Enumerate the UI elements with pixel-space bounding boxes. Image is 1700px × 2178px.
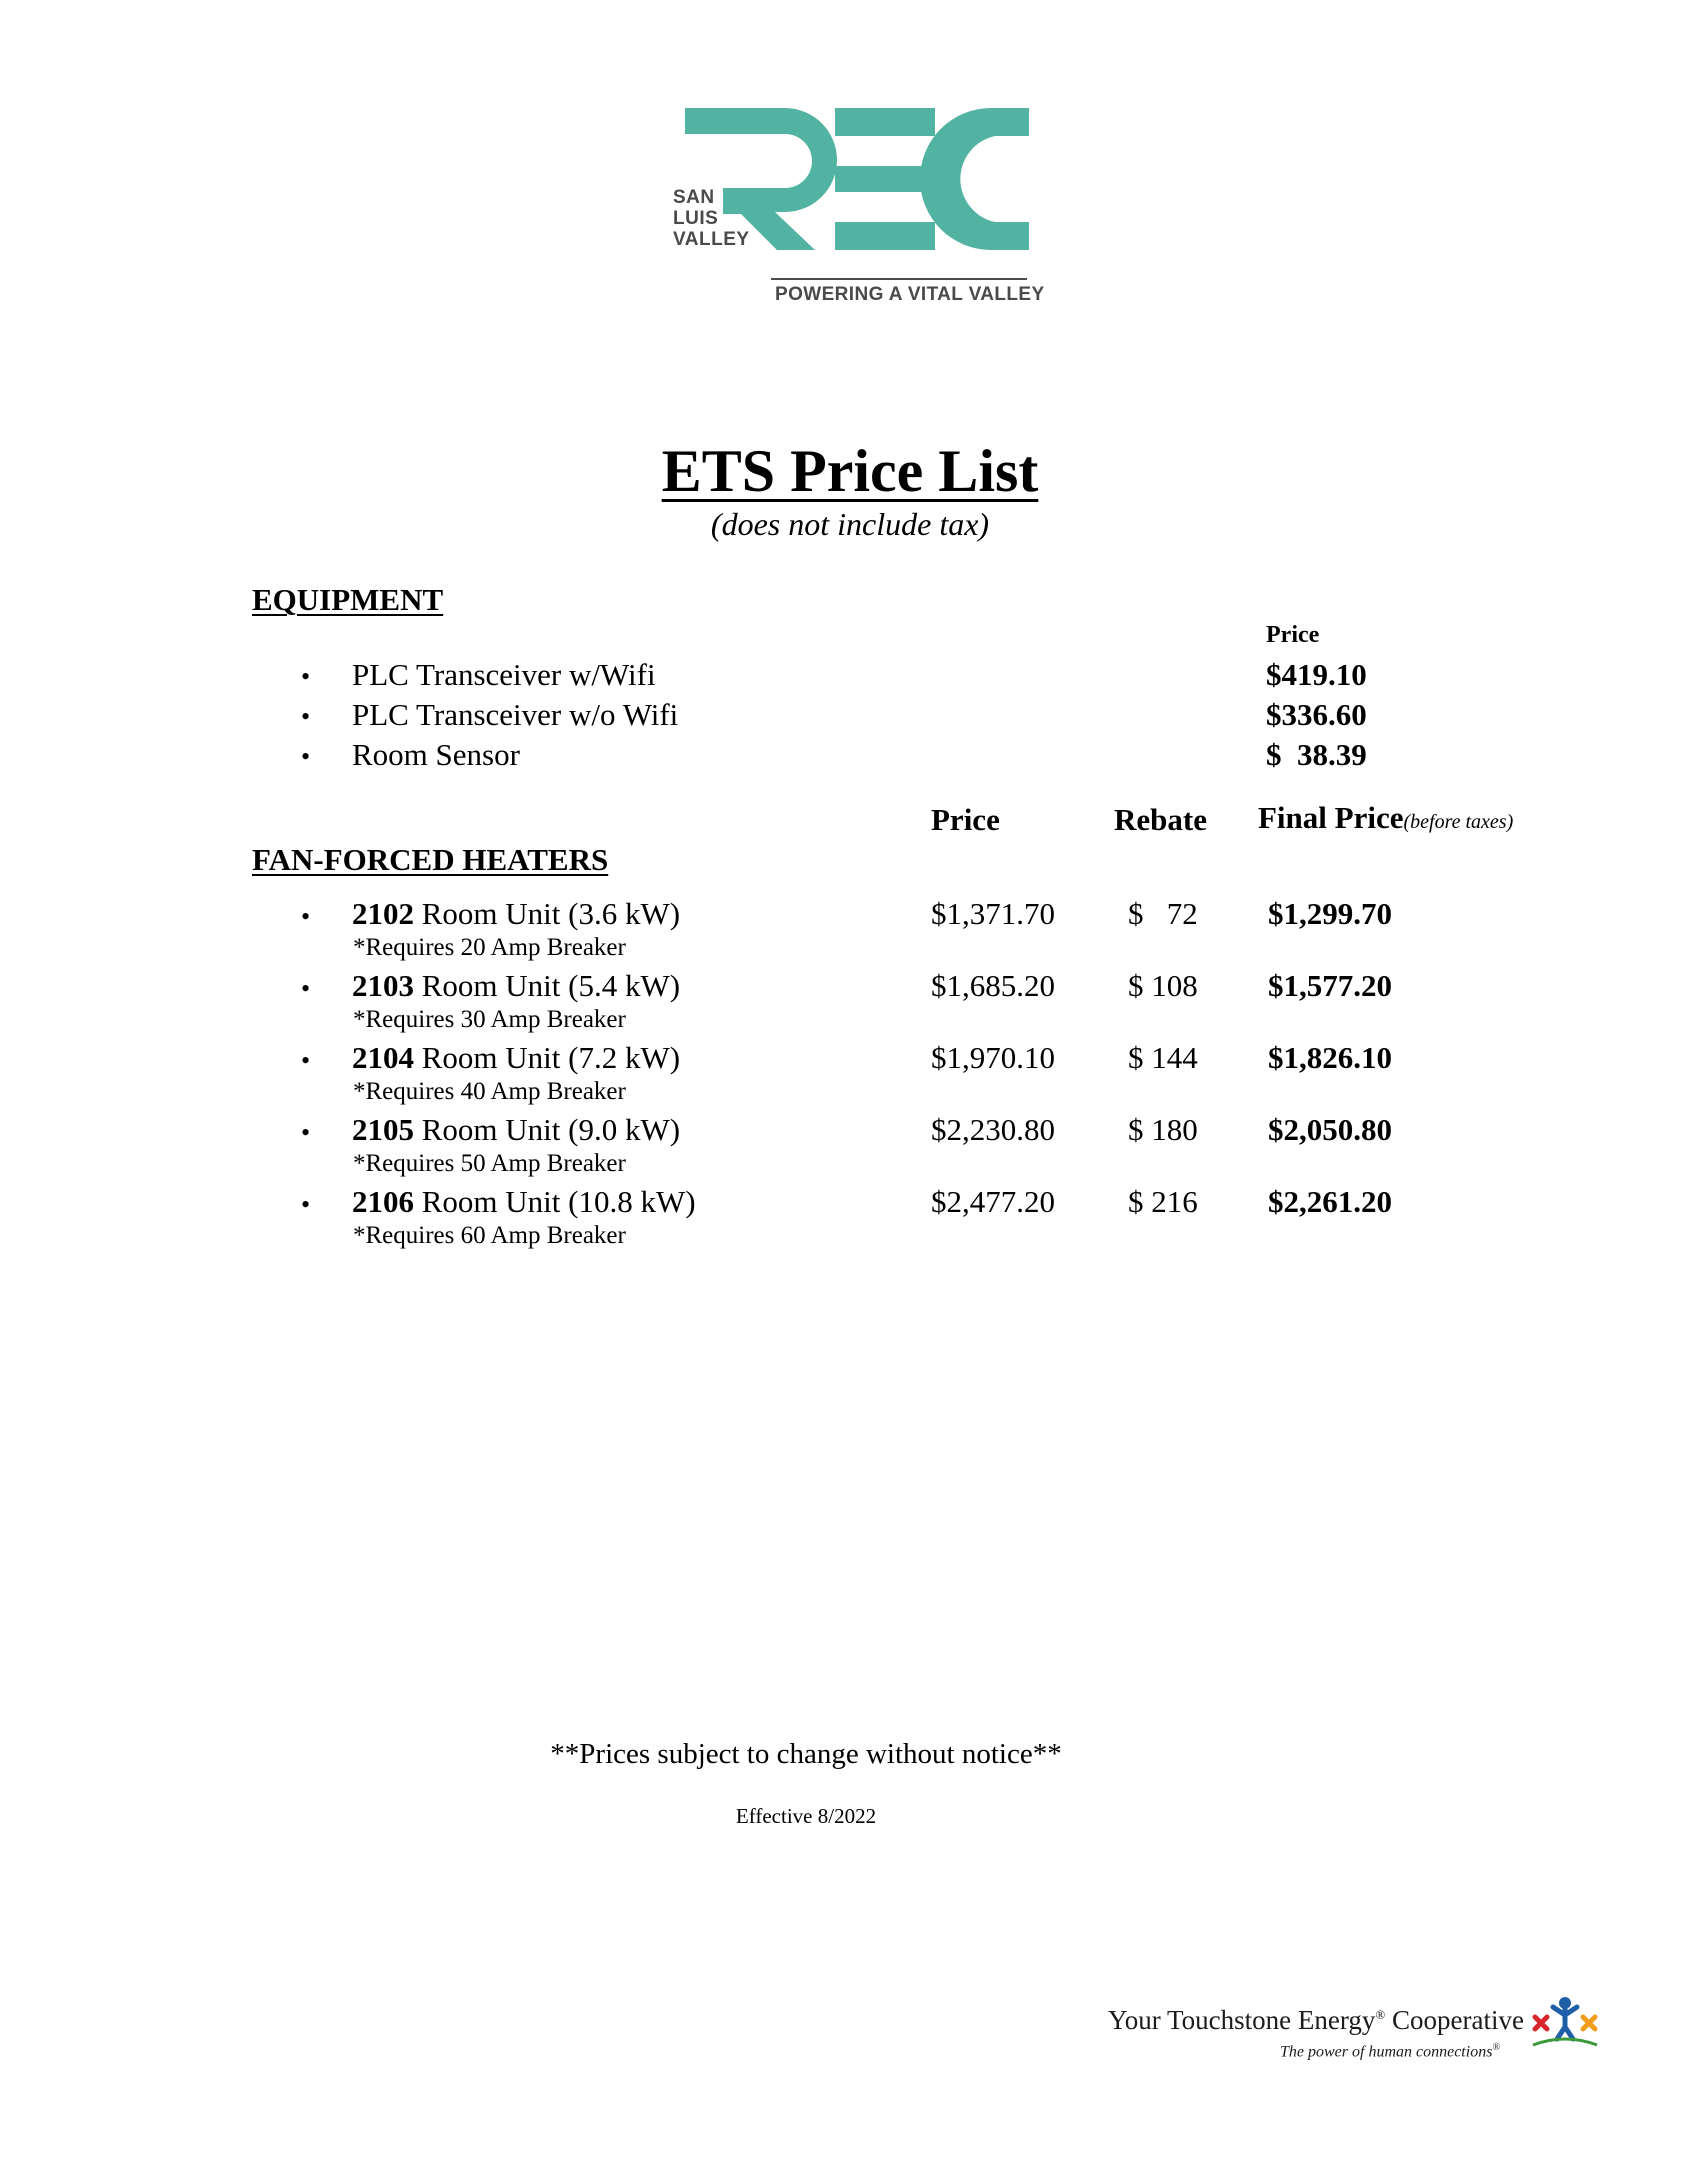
heater-final-price: $1,577.20: [1268, 968, 1392, 1003]
heater-item: [352, 1040, 680, 1076]
heater-item: [352, 1184, 696, 1220]
rec-logo: [665, 100, 1045, 315]
heater-item: [352, 896, 680, 932]
effective-date: Effective 8/2022: [735, 1804, 877, 1828]
touchstone-wordmark: [1108, 2005, 1524, 2036]
equipment-item-price: $ 38.39: [1266, 737, 1367, 772]
heater-price: $1,685.20: [931, 968, 1055, 1003]
heater-note: *Requires 30 Amp Breaker: [353, 1006, 626, 1033]
heaters-price-header: Price: [931, 802, 1000, 837]
heater-desc: Room Unit (7.2 kW): [414, 1040, 681, 1075]
heaters-heading: FAN-FORCED HEATERS: [252, 842, 609, 877]
heater-desc: Room Unit (9.0 kW): [414, 1112, 681, 1147]
bullet-icon: •: [301, 1046, 311, 1075]
touchstone-sub: The power of human connections: [1280, 2043, 1493, 2061]
heaters-final-header: [1258, 800, 1513, 836]
heater-rebate: $ 216: [1128, 1184, 1198, 1219]
heater-model: 2105: [352, 1112, 414, 1147]
rec-wordmark-graphic: [665, 100, 1045, 315]
heater-price: $1,371.70: [931, 896, 1055, 931]
heater-note: *Requires 60 Amp Breaker: [353, 1222, 626, 1249]
bullet-icon: •: [301, 902, 311, 931]
heaters-rebate-header: Rebate: [1114, 802, 1207, 837]
equipment-item-name: PLC Transceiver w/Wifi: [352, 657, 656, 692]
heater-desc: Room Unit (10.8 kW): [414, 1184, 696, 1219]
touchstone-main-end: Cooperative: [1385, 2005, 1524, 2035]
heater-final-price: $1,826.10: [1268, 1040, 1392, 1075]
touchstone-sub-reg: ®: [1492, 2042, 1501, 2053]
equipment-item-price: $419.10: [1266, 657, 1367, 692]
heater-final-price: $2,050.80: [1268, 1112, 1392, 1147]
touchstone-people-icon: [1525, 1995, 1605, 2055]
heater-price: $2,477.20: [931, 1184, 1055, 1219]
final-price-note: (before taxes): [1403, 811, 1514, 833]
heater-rebate: $ 72: [1128, 896, 1198, 931]
heater-desc: Room Unit (5.4 kW): [414, 968, 681, 1003]
equipment-item-price: $336.60: [1266, 697, 1367, 732]
heater-desc: Room Unit (3.6 kW): [414, 896, 681, 931]
bullet-icon: •: [301, 702, 311, 731]
heater-rebate: $ 108: [1128, 968, 1198, 1003]
bullet-icon: •: [301, 1190, 311, 1219]
heater-note: *Requires 20 Amp Breaker: [353, 934, 626, 961]
heater-price: $1,970.10: [931, 1040, 1055, 1075]
logo-luis: LUIS: [673, 208, 719, 229]
touchstone-tagline: [1280, 2042, 1500, 2061]
touchstone-reg: ®: [1375, 2007, 1386, 2022]
heater-model: 2102: [352, 896, 414, 931]
bullet-icon: •: [301, 742, 311, 771]
heater-rebate: $ 144: [1128, 1040, 1198, 1075]
equipment-item-name: PLC Transceiver w/o Wifi: [352, 697, 679, 732]
heater-model: 2104: [352, 1040, 414, 1075]
heater-price: $2,230.80: [931, 1112, 1055, 1147]
heater-note: *Requires 50 Amp Breaker: [353, 1150, 626, 1177]
page-subtitle: (does not include tax): [710, 506, 990, 542]
final-price-label: Final Price: [1258, 800, 1404, 835]
logo-tagline: POWERING A VITAL VALLEY: [775, 284, 1045, 305]
heater-final-price: $1,299.70: [1268, 896, 1392, 931]
heater-item: [352, 968, 680, 1004]
price-change-notice: **Prices subject to change without notice**: [550, 1738, 1062, 1770]
touchstone-main: Your Touchstone Energy: [1108, 2005, 1376, 2035]
heater-final-price: $2,261.20: [1268, 1184, 1392, 1219]
bullet-icon: •: [301, 1118, 311, 1147]
heater-rebate: $ 180: [1128, 1112, 1198, 1147]
bullet-icon: •: [301, 974, 311, 1003]
bullet-icon: •: [301, 662, 311, 691]
logo-san: SAN: [673, 187, 715, 208]
heater-note: *Requires 40 Amp Breaker: [353, 1078, 626, 1105]
heater-model: 2106: [352, 1184, 414, 1219]
logo-valley: VALLEY: [673, 229, 750, 250]
equipment-heading: EQUIPMENT: [252, 582, 444, 617]
heater-model: 2103: [352, 968, 414, 1003]
heater-item: [352, 1112, 680, 1148]
page-title: ETS Price List: [661, 438, 1039, 504]
equipment-item-name: Room Sensor: [352, 737, 520, 772]
equipment-price-header: Price: [1266, 622, 1320, 648]
